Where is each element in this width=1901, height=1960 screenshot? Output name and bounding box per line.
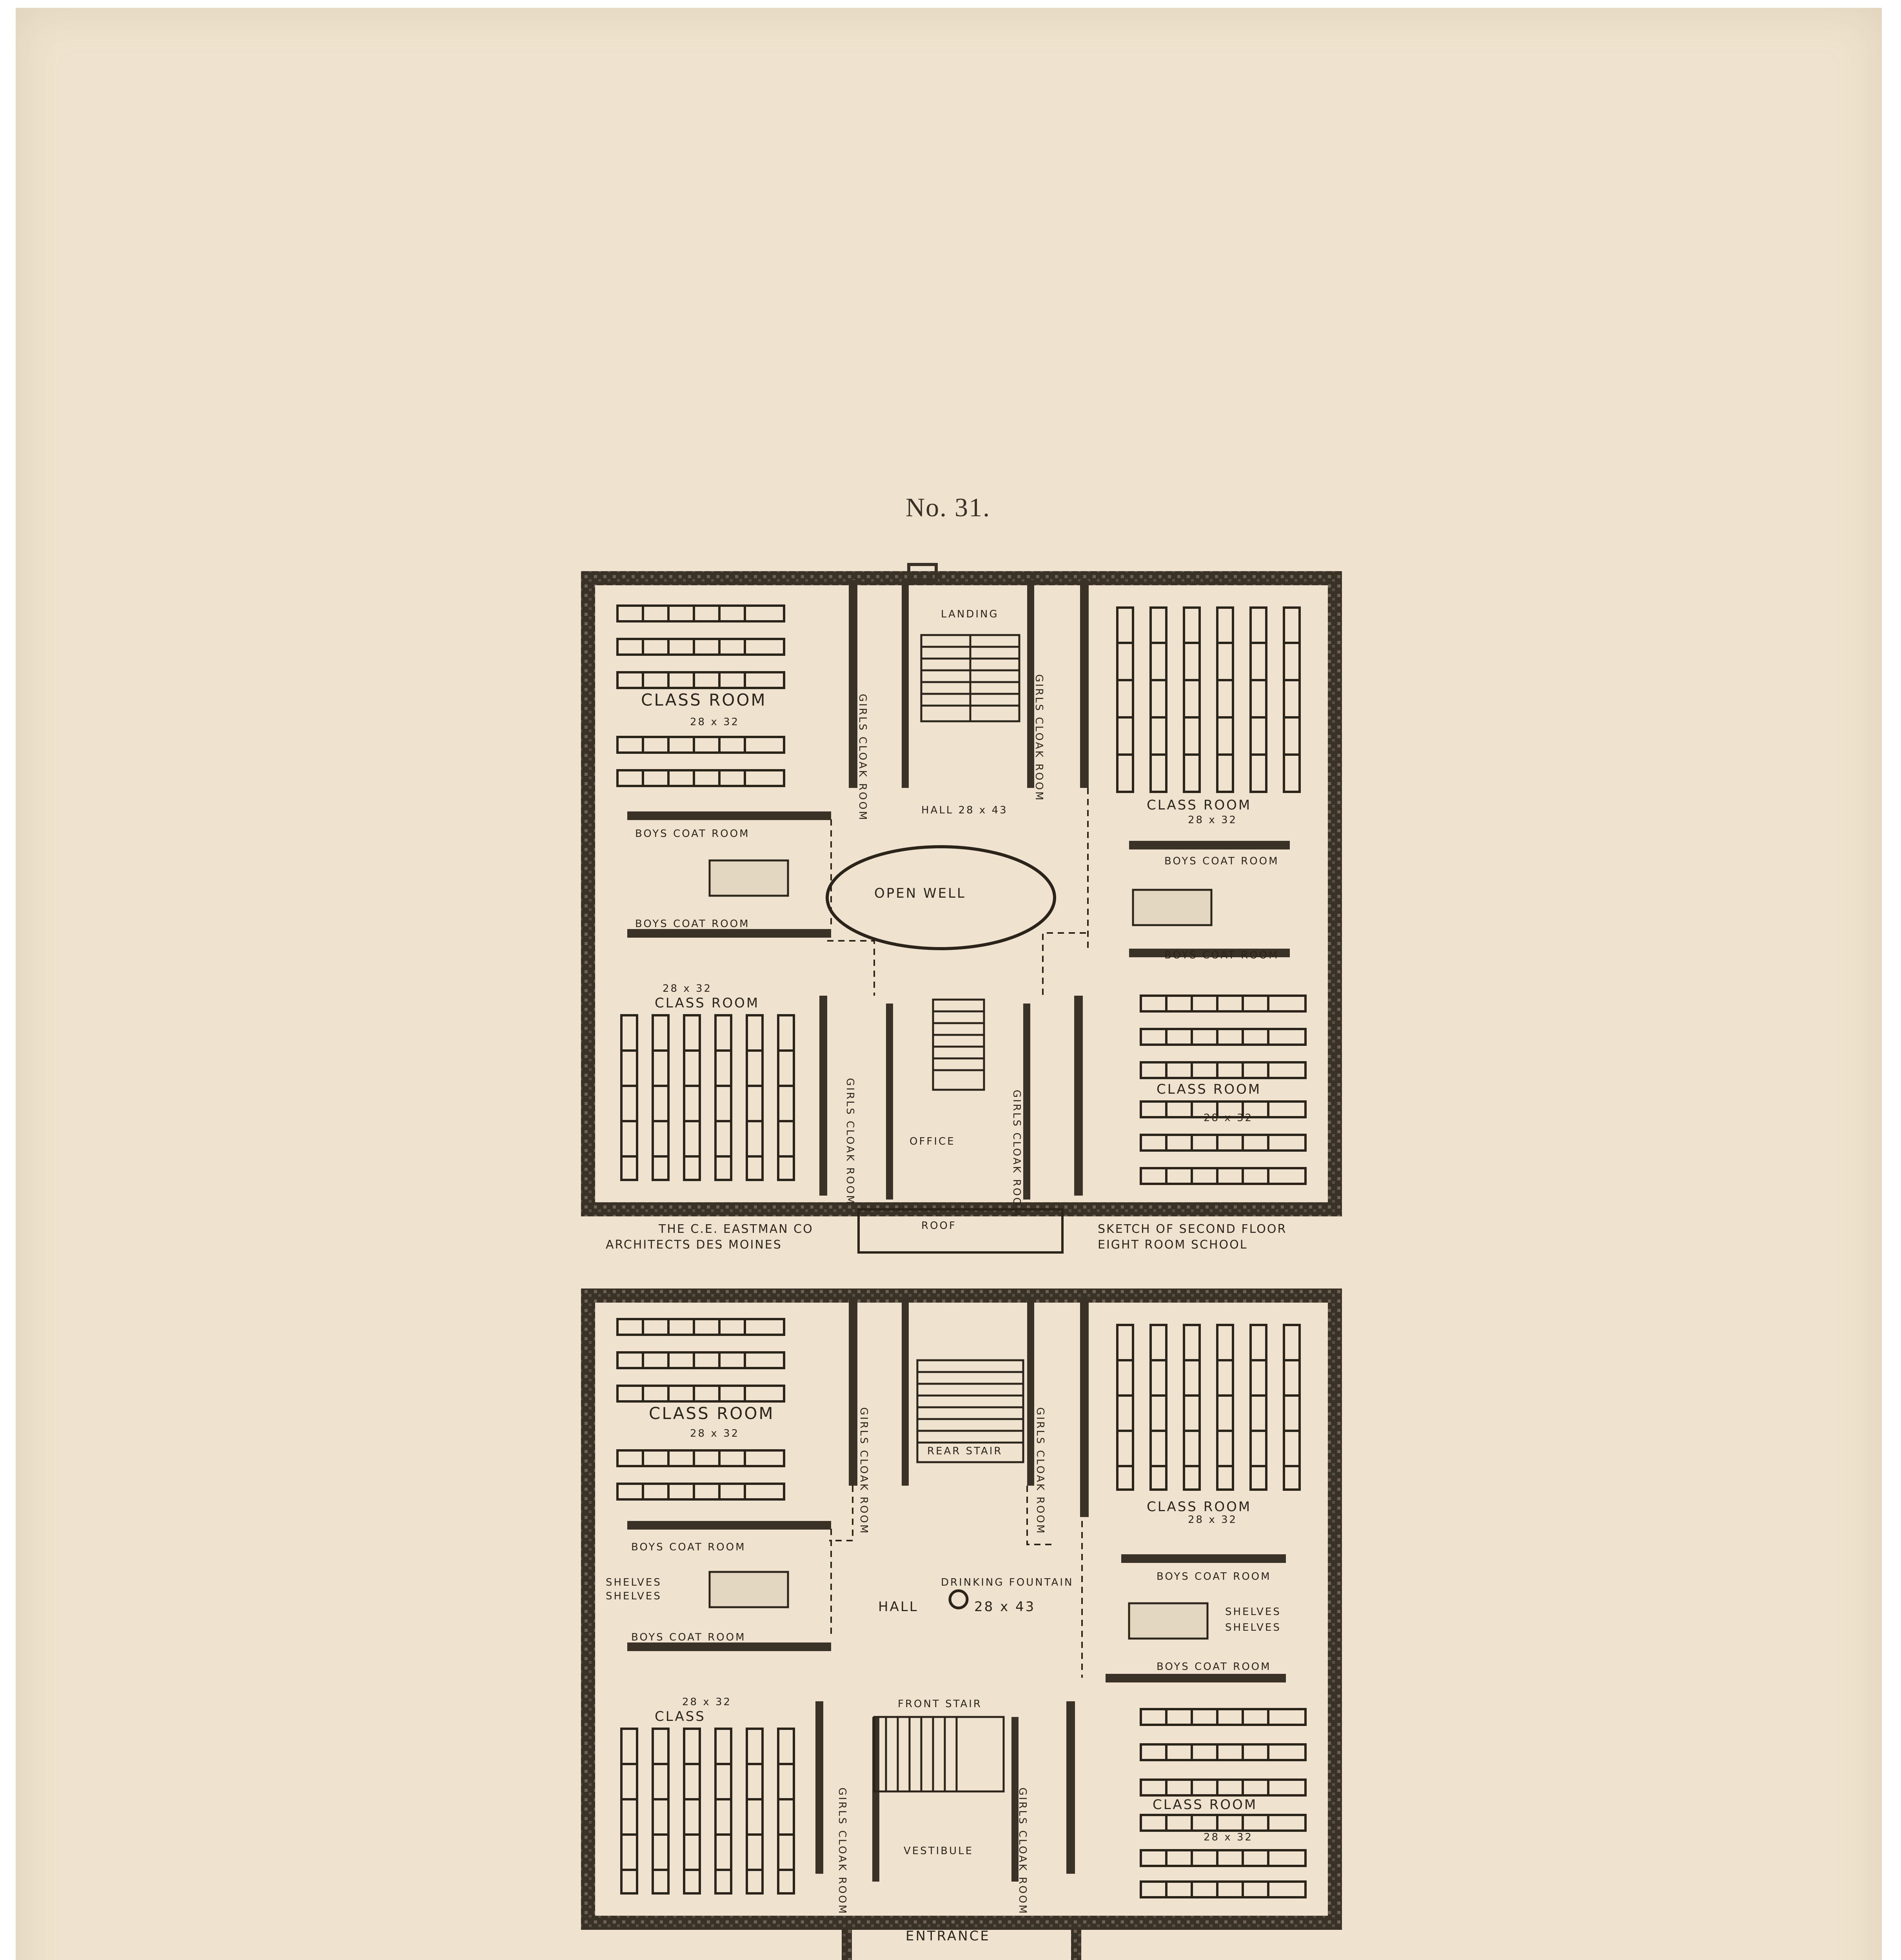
svg-text:SHELVES: SHELVES	[1225, 1606, 1281, 1618]
svg-text:GIRLS CLOAK ROOM: GIRLS CLOAK ROOM	[1034, 1407, 1046, 1535]
roof-label: ROOF	[921, 1220, 957, 1232]
svg-text:28 x 43: 28 x 43	[974, 1599, 1036, 1615]
desks-ne	[1117, 608, 1300, 792]
svg-text:SHELVES: SHELVES	[606, 1577, 662, 1588]
svg-text:28 x 32: 28 x 32	[1188, 1514, 1238, 1526]
svg-text:28 x 32: 28 x 32	[1188, 814, 1238, 826]
svg-text:SHELVES: SHELVES	[1225, 1622, 1281, 1633]
svg-text:EIGHT ROOM SCHOOL: EIGHT ROOM SCHOOL	[1098, 1238, 1248, 1252]
svg-text:GIRLS CLOAK ROOM: GIRLS CLOAK ROOM	[1033, 674, 1045, 802]
svg-text:28 x 32: 28 x 32	[1204, 1112, 1253, 1124]
landing-label: LANDING	[941, 608, 999, 620]
plan-title: SKETCH OF SECOND FLOOR	[1098, 1222, 1287, 1236]
svg-text:GIRLS CLOAK ROOM: GIRLS CLOAK ROOM	[844, 1078, 856, 1206]
stair-landing-second	[921, 635, 1019, 1090]
svg-text:BOYS COAT ROOM: BOYS COAT ROOM	[631, 1541, 746, 1553]
class-room-label-nw-first: CLASS ROOM	[649, 1404, 775, 1423]
svg-text:GIRLS CLOAK ROOM: GIRLS CLOAK ROOM	[1017, 1788, 1028, 1915]
svg-text:BOYS COAT ROOM: BOYS COAT ROOM	[635, 918, 750, 930]
svg-text:BOYS COAT ROOM: BOYS COAT ROOM	[1164, 855, 1279, 867]
svg-text:GIRLS CLOAK ROOM: GIRLS CLOAK ROOM	[836, 1788, 848, 1915]
class-room-label-se: CLASS ROOM	[1157, 1082, 1262, 1097]
office-label: OFFICE	[910, 1136, 955, 1147]
plate-number: No. 31.	[906, 492, 991, 522]
svg-text:28 x 32: 28 x 32	[663, 983, 712, 995]
svg-text:28 x 32: 28 x 32	[690, 1428, 740, 1439]
svg-text:28 x 32: 28 x 32	[682, 1696, 732, 1708]
second-floor-plan	[588, 564, 1335, 1252]
svg-text:ARCHITECTS DES MOINES: ARCHITECTS DES MOINES	[606, 1238, 782, 1252]
svg-text:BOYS COAT ROOM: BOYS COAT ROOM	[635, 828, 750, 840]
svg-text:DRINKING FOUNTAIN: DRINKING FOUNTAIN	[941, 1577, 1074, 1588]
svg-text:CLASS ROOM: CLASS ROOM	[1147, 1499, 1252, 1515]
rear-stair-label: REAR STAIR	[927, 1445, 1003, 1457]
drinking-fountain	[950, 1591, 967, 1608]
front-stair-label: FRONT STAIR	[898, 1698, 982, 1710]
hall-label: HALL 28 x 43	[921, 804, 1008, 816]
svg-text:GIRLS CLOAK ROOM: GIRLS CLOAK ROOM	[1011, 1090, 1022, 1218]
hall-label-first: HALL	[878, 1599, 919, 1615]
svg-text:BOYS COAT ROOM: BOYS COAT ROOM	[1164, 949, 1279, 961]
stairs-first	[874, 1360, 1023, 1791]
desks-sw	[621, 1015, 794, 1180]
architect-credit: THE C.E. EASTMAN CO	[659, 1222, 813, 1236]
class-room-label-nw: CLASS ROOM	[641, 690, 767, 710]
svg-text:28 x 32: 28 x 32	[690, 716, 740, 728]
svg-text:BOYS COAT ROOM: BOYS COAT ROOM	[1157, 1661, 1271, 1673]
svg-text:CLASS ROOM: CLASS ROOM	[1153, 1797, 1258, 1813]
desks-sw-first	[621, 1729, 794, 1893]
open-well-label: OPEN WELL	[874, 886, 966, 901]
class-room-label-ne: CLASS ROOM	[1147, 797, 1252, 813]
first-floor-plan	[588, 1296, 1335, 1960]
entrance-label: ENTRANCE	[906, 1928, 990, 1944]
class-room-label-sw: CLASS ROOM	[655, 995, 760, 1011]
girls-cloak-label: GIRLS CLOAK ROOM	[857, 694, 868, 822]
desks-ne-first	[1117, 1325, 1300, 1490]
vestibule-label: VESTIBULE	[904, 1845, 974, 1857]
svg-text:CLASS: CLASS	[655, 1709, 706, 1724]
svg-text:BOYS COAT ROOM: BOYS COAT ROOM	[1157, 1571, 1271, 1583]
svg-text:SHELVES: SHELVES	[606, 1590, 662, 1602]
svg-text:28 x 32: 28 x 32	[1204, 1831, 1253, 1843]
svg-text:GIRLS CLOAK ROOM: GIRLS CLOAK ROOM	[858, 1407, 870, 1535]
svg-text:BOYS COAT ROOM: BOYS COAT ROOM	[631, 1632, 746, 1643]
